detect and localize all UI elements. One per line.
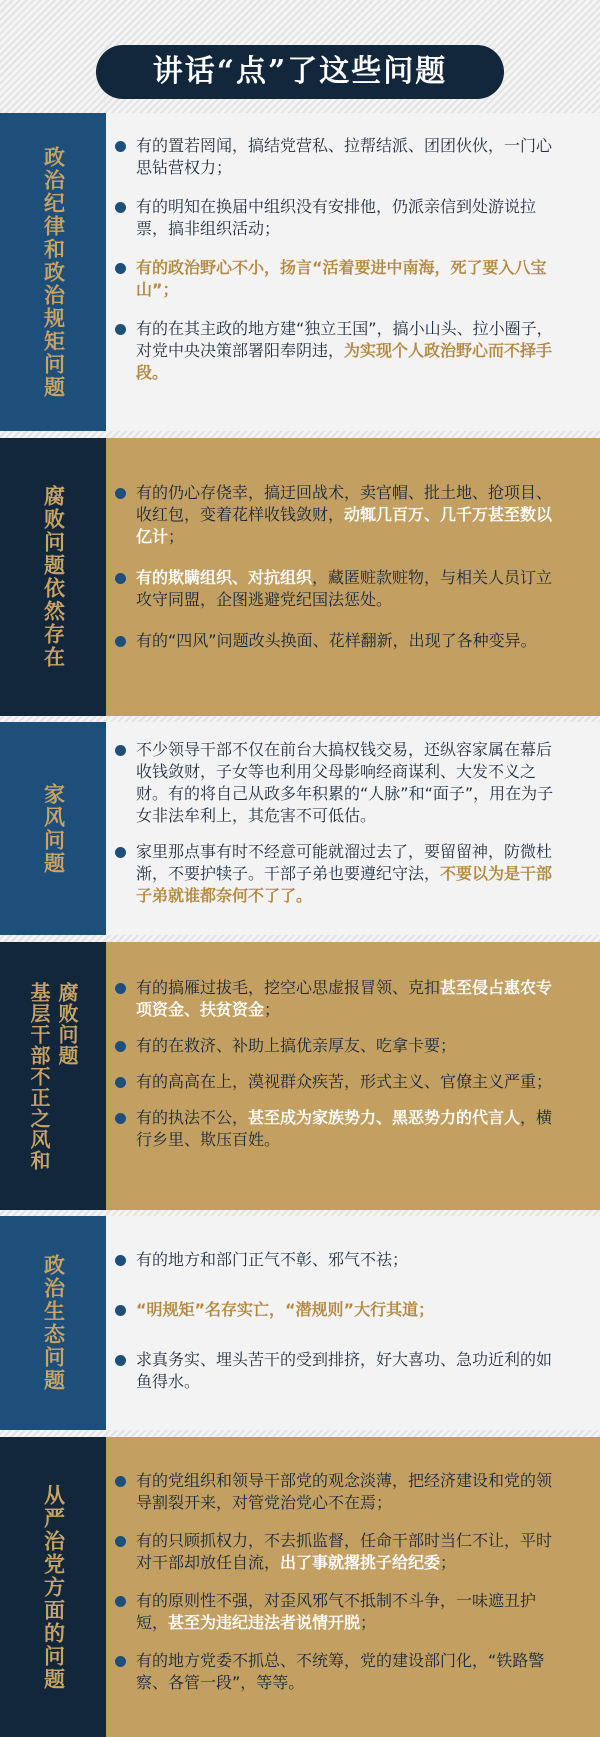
section-label xyxy=(25,982,81,1171)
item-text-highlight: “明规矩”名存实亡，“潜规则”大行其道； xyxy=(136,1300,435,1319)
item-text: 有的原则性不强，对歪风邪气不抵制不斗争，一味遮丑护短， xyxy=(136,1591,537,1632)
section-corruption xyxy=(0,438,600,716)
item-text: ； xyxy=(440,1553,457,1572)
section-family-style xyxy=(0,722,600,935)
list-item xyxy=(114,1299,566,1321)
item-text: ； xyxy=(264,1000,281,1019)
section-content xyxy=(106,113,600,431)
section-label-box xyxy=(0,942,106,1210)
list-item xyxy=(114,135,566,179)
section-party-governance xyxy=(0,1437,600,1737)
item-text: 有的地方党委不抓总、不统筹，党的建设部门化，“铁路警察、各管一段”，等等。 xyxy=(136,1651,545,1692)
item-text-highlight: 为实现个人政治野心而不择手段。 xyxy=(136,341,553,382)
list-item xyxy=(114,1349,566,1393)
page-title: 讲话“点”了这些问题 xyxy=(96,45,504,99)
section-content xyxy=(106,942,600,1210)
list-item xyxy=(114,1470,566,1514)
item-text: ，横行乡里、欺压百姓。 xyxy=(136,1108,553,1149)
section-label-box xyxy=(0,1437,106,1737)
section-label: 从严治党方面的问题 xyxy=(41,1483,66,1691)
list-item xyxy=(114,1530,566,1574)
section-label: 家风问题 xyxy=(41,782,66,875)
item-text: 不少领导干部不仅在前台大搞权钱交易，还纵容家属在幕后收钱敛财，子女等也利用父母影响经商谋利、大发不义之财。有的将自己从政多年积累的“人脉”和“面子”，用在为子女非法牟利上，其危害不可低估。 xyxy=(136,740,554,825)
item-text: 有的在其主政的地方建“独立王国”，搞小山头、拉小圈子，对党中央决策部署阳奉阴违， xyxy=(136,319,553,360)
section-label-box xyxy=(0,1216,106,1430)
list-item xyxy=(114,977,566,1021)
item-text-highlight: 不要以为是干部子弟就谁都奈何不了了。 xyxy=(136,864,553,905)
list-item xyxy=(114,1650,566,1694)
item-text-highlight: 动辄几百万、几千万甚至数以亿计 xyxy=(136,505,553,546)
item-text: 家里那点事有时不经意可能就溜过去了，要留留神，防微杜渐，不要护犊子。干部子弟也要遵纪守法， xyxy=(136,842,553,883)
item-text: 有的仍心存侥幸，搞迂回战术，卖官帽、批土地、抢项目、收红包，变着花样收钱敛财， xyxy=(136,483,553,524)
item-text: ； xyxy=(168,527,185,546)
section-label-box xyxy=(0,722,106,935)
section-label-box xyxy=(0,113,106,431)
item-text: 有的执法不公， xyxy=(136,1108,249,1127)
section-label: 政治生态问题 xyxy=(41,1254,66,1392)
item-text: 有的明知在换届中组织没有安排他，仍派亲信到处游说拉票，搞非组织活动； xyxy=(136,197,537,238)
list-item xyxy=(114,567,566,611)
item-text: 有的高高在上，漠视群众疾苦，形式主义、官僚主义严重； xyxy=(136,1072,553,1091)
item-text-highlight: 有的政治野心不小，扬言“活着要进中南海，死了要入八宝山”； xyxy=(136,258,547,299)
item-text: 有的“四风”问题改头换面、花样翻新，出现了各种变异。 xyxy=(136,631,537,650)
list-item xyxy=(114,196,566,240)
section-content xyxy=(106,722,600,935)
item-text: ； xyxy=(360,1613,377,1632)
item-text: 有的党组织和领导干部党的观念淡薄，把经济建设和党的领导割裂开来，对管党治党心不在焉； xyxy=(136,1471,553,1512)
section-political-ecology xyxy=(0,1216,600,1430)
item-text-highlight: 有的欺瞒组织、对抗组织 xyxy=(136,568,313,587)
item-text: 求真务实、埋头苦干的受到排挤，好大喜功、急功近利的如鱼得水。 xyxy=(136,1350,553,1391)
item-text-highlight: 出了事就撂挑子给纪委 xyxy=(280,1553,441,1572)
list-item xyxy=(114,257,566,301)
item-text-highlight: 甚至侵占惠农专项资金、扶贫资金 xyxy=(136,978,553,1019)
section-label: 政治纪律和政治规矩问题 xyxy=(41,145,66,399)
list-item xyxy=(114,1590,566,1634)
section-political-discipline xyxy=(0,113,600,431)
list-item xyxy=(114,1107,566,1151)
section-content xyxy=(106,438,600,716)
item-text-highlight: 甚至成为家族势力、黑恶势力的代言人 xyxy=(248,1108,521,1127)
list-item xyxy=(114,1035,566,1057)
item-text: 有的只顾抓权力，不去抓监督，任命干部时当仁不让，平时对干部却放任自流， xyxy=(136,1531,553,1572)
section-label-col2: 基层干部不正之风和 xyxy=(27,981,51,1171)
list-item xyxy=(114,1249,566,1271)
section-content xyxy=(106,1216,600,1430)
list-item xyxy=(114,630,566,652)
section-label: 腐败问题依然存在 xyxy=(41,485,66,669)
list-item xyxy=(114,739,566,827)
item-text: ，藏匿赃款赃物，与相关人员订立攻守同盟，企图逃避党纪国法惩处。 xyxy=(136,568,553,609)
section-label-box xyxy=(0,438,106,716)
item-text-highlight: 甚至为违纪违法者说情开脱 xyxy=(168,1613,361,1632)
item-text: 有的地方和部门正气不彰、邪气不祛； xyxy=(136,1250,409,1269)
section-label-col1: 腐败问题 xyxy=(55,981,79,1066)
item-text: 有的搞雁过拔毛，挖空心思虚报冒领、克扣 xyxy=(136,978,441,997)
section-content xyxy=(106,1437,600,1737)
list-item xyxy=(114,841,566,907)
list-item xyxy=(114,318,566,384)
item-text: 有的置若罔闻，搞结党营私、拉帮结派、团团伙伙，一门心思钻营权力； xyxy=(136,136,553,177)
list-item xyxy=(114,482,566,548)
section-grassroots xyxy=(0,942,600,1210)
item-text: 有的在救济、补助上搞优亲厚友、吃拿卡要； xyxy=(136,1036,457,1055)
list-item xyxy=(114,1071,566,1093)
